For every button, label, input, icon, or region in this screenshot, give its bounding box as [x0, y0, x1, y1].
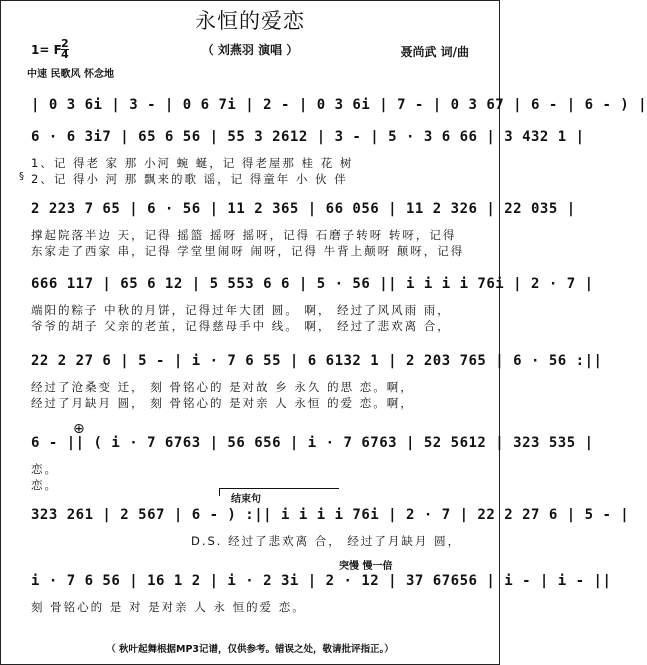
lyric-row-8: 刻 骨铭心的 是 对 是对亲 人 永 恒的爱 恋。 [31, 600, 306, 614]
notation-row-4: 666 117 | 65 6 12 | 5 553 6 6 | 5 · 56 || i i i i 76i | 2 · 7 | [31, 276, 594, 292]
notation-row-3: 2 223 7 65 | 6 · 56 | 11 2 365 | 66 056 | 11 2 326 | 22 035 | [31, 201, 576, 217]
ending-bracket-tick [219, 488, 220, 496]
key-signature: 1= F [31, 43, 62, 57]
ending-label: 结束句 [231, 494, 261, 505]
time-numerator: 2 [61, 37, 69, 50]
lyric-row-2-verse-1: 1、记 得老 家 那 小河 蜿 蜒，记 得老屋那 桂 花 树 [31, 156, 354, 170]
lyricist-composer: 聂尚武 词/曲 [400, 45, 469, 59]
time-signature [61, 39, 69, 60]
coda-symbol: ⊕ [73, 421, 85, 437]
singer-credit: （ 刘燕羽 演唱 ） [201, 43, 299, 57]
lyric-row-3-verse-2: 东家走了西家 串，记得 学堂里闹呀 闹呀，记得 牛背上颠呀 颠呀，记得 [31, 244, 465, 258]
lyric-row-5-verse-2: 经过了月缺月 圆， 刻 骨铭心的 是对亲 人 永恒 的爱 恋。啊， [31, 396, 414, 410]
lyric-row-6-verse-1: 恋。 [31, 462, 58, 476]
transcription-note: （ 秋叶起舞根据MP3记谱，仅供参考。错误之处，敬请批评指正。） [106, 644, 394, 655]
tempo-marking: 中速 民歌风 怀念地 [27, 69, 114, 80]
segno-symbol: § [19, 171, 24, 182]
lyric-row-6-verse-2: 恋。 [31, 478, 58, 492]
ending-bracket-line [219, 488, 339, 489]
notation-row-1: | 0 3 6i | 3 - | 0 6 7i | 2 - | 0 3 6i | 7 - | 0 3 67 | 6 - | 6 - ) | [31, 97, 647, 113]
notation-row-7: 323 261 | 2 567 | 6 - ) :|| i i i i 76i | 2 · 7 | 22 2 27 6 | 5 - | [31, 507, 630, 523]
lyric-row-7: D.S. 经过了悲欢离 合， 经过了月缺月 圆， [191, 534, 462, 548]
song-title: 永恒的爱恋 [195, 9, 305, 33]
lyric-row-4-verse-1: 端阳的粽子 中秋的月饼，记得过年大团 圆。 啊， 经过了风风雨 雨， [31, 303, 451, 317]
notation-row-8: i · 7 6 56 | 16 1 2 | i · 2 3i | 2 · 12 | 37 67656 | i - | i - || [31, 573, 612, 589]
lyric-row-4-verse-2: 爷爷的胡子 父亲的老茧，记得慈母手中 线。 啊， 经过了悲欢离 合， [31, 319, 451, 333]
tempo-change-label: 突慢 慢一倍 [339, 561, 393, 572]
time-denominator: 4 [61, 48, 69, 61]
lyric-row-2-verse-2: 2、记 得小 河 那 飘来的歌 谣，记 得童年 小 伙 伴 [31, 172, 348, 186]
notation-row-6: 6 - || ( i · 7 6763 | 56 656 | i · 7 6763 | 52 5612 | 323 535 | [31, 435, 594, 451]
lyric-row-5-verse-1: 经过了沧桑变 迁， 刻 骨铭心的 是对故 乡 永久 的思 恋。啊， [31, 380, 414, 394]
notation-row-2: 6 · 6 3i7 | 65 6 56 | 55 3 2612 | 3 - | 5 · 3 6 66 | 3 432 1 | [31, 129, 585, 145]
lyric-row-3-verse-1: 撑起院落半边 天，记得 摇篮 摇呀 摇呀，记得 石磨子转呀 转呀，记得 [31, 228, 457, 242]
notation-row-5: 22 2 27 6 | 5 - | i · 7 6 55 | 6 6132 1 | 2 203 765 | 6 · 56 :|| [31, 353, 603, 369]
